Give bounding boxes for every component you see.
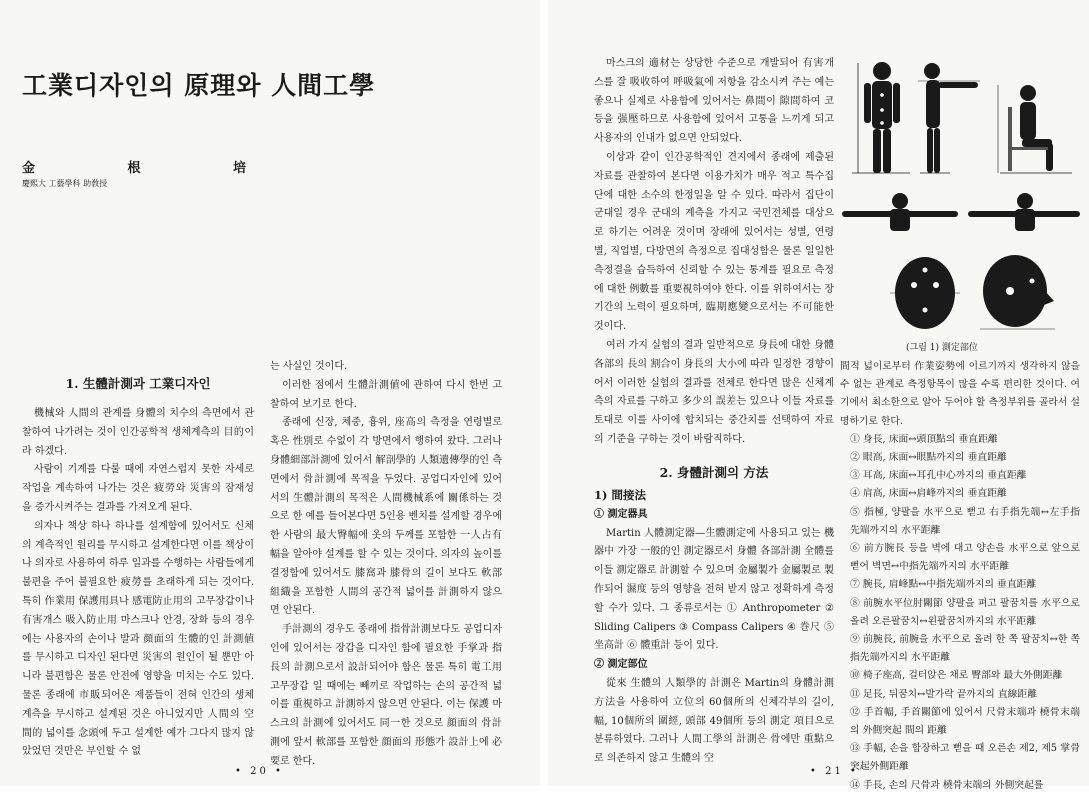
column-3 xyxy=(594,55,834,765)
subsubsection-heading: ① 測定器具 xyxy=(594,508,648,520)
paragraph: 間적 넓이로부터 作業姿勢에 이르기까지 생각하지 않을 수 없는 관계로 측정항목이 많을 수록 편리한 것이다. 여기에서 최소한으로 알아 두어야 할 측정부위를 골라서 설명하기로 한다. xyxy=(840,361,1080,427)
paragraph: 從來 生體의 人類學的 計測은 Martin의 身體計測方法을 사용하여 立位의 60個所의 신체각부의 길이, 幅, 10個所의 圍經, 頭部 49個所 등의 測定 項目으로 분류하였다. 그러나 人間工學의 計測은 骨에만 重點으로 의존하지 않고 生體의 空 xyxy=(594,677,834,765)
standing-body-front-figure xyxy=(852,62,910,173)
list-item: ⑥ 前方腕長 등을 벽에 대고 양손을 水平으로 앞으로 뻗어 벽면↔中指先端까지의 水平距離 xyxy=(850,543,1080,573)
column-1 xyxy=(22,373,254,758)
left-page xyxy=(0,0,540,786)
page-number: • 21 • xyxy=(810,766,859,777)
paragraph: 종래에 신장, 체중, 흉위, 座高의 측정을 연령별로 혹은 性別로 수없이 각 방면에서 행하여 왔다. 그러나 身體細部計測에 있어서 解剖學的 人類遺傳學的인 측면에서 骨計測에 목적을 두었다. 공업디자인에 있어서의 生體計測의 목적은 人間機械系에 關係하는 것으로 한 예를 들어본다면 5인용 벤치를 설계할 경우에 한 사람의 最大臀幅에 옷의 두께를 포함한 一人占有幅을 알아야 설계를 할 수 있는 것이다. 의자의 높이를 결정함에 있어서도 膝窩과 膝骨의 길이 보다도 軟部組織을 포함한 人間의 공간적 넓이를 計測하지 않으면 안된다. xyxy=(270,417,502,617)
paragraph: 이러한 점에서 生體計測値에 관하여 다시 한번 고찰하여 보기로 한다. xyxy=(270,379,502,410)
head-side-figure xyxy=(980,255,1055,329)
list-item: ⑧ 前腕水平位肘關節 양팔을 펴고 팔꿈치를 水平으로 올려 오른팔꿈치↔왼팔꿈치까지의 水平距離 xyxy=(850,597,1080,627)
list-item: ⑪ 足長, 뒤꿈치↔발가락 끝까지의 直線距離 xyxy=(850,688,1037,700)
list-item: ④ 肩高, 床面↔肩峰까지의 垂直距離 xyxy=(850,488,1007,500)
list-item: ① 身長, 床面↔頭頂點의 垂直距離 xyxy=(850,433,998,445)
paragraph: 여러 가지 실험의 결과 일반적으로 身長에 대한 身體 各部의 長의 割合이 身長의 大小에 따라 일정한 경향이어서 이러한 실험의 결과를 전체로 한다면 많은 신체계측의 자료를 구하고 多少의 誤差는 있으나 이들 자료를 토대로 이를 사이에 합치되는 중간치를 선택하여 자료의 기준을 구하는 것이 바람직하다. xyxy=(594,339,834,445)
right-page xyxy=(548,0,1089,791)
measurement-figure xyxy=(840,55,1080,355)
seated-body-figure xyxy=(998,85,1072,173)
standing-body-side-figure xyxy=(918,63,980,173)
paragraph: 사람이 기계를 다룰 때에 자연스럽지 못한 자세로 작업을 계속하여 나가는 것은 疲勞와 災害의 잠재성을 증가시켜주는 결과를 가져오게 된다. xyxy=(22,464,254,513)
list-item: ③ 耳高, 床面↔耳孔中心까지의 垂直距離 xyxy=(850,470,1027,482)
head-front-figure xyxy=(890,257,960,329)
list-item: ⑩ 椅子座高, 걸터앉은 채로 臀部와 最大外側距離 xyxy=(850,670,1063,682)
author-name: 金 根 培 xyxy=(22,161,291,176)
list-item: ② 眼高, 床面↔眼點까지의 垂直距離 xyxy=(850,452,1007,464)
paragraph: 이상과 같이 인간공학적인 견지에서 종래에 제출된 자료를 관찰하여 본다면 이용가치가 매우 적고 특수집단에 대한 소수의 한정일을 알 수 있다. 따라서 집단이 군대일 경우 군대의 계측을 가지고 국민전체를 대상으로 하기는 어려운 것이며 장래에 있어서는 성별, 연령별, 직업별, 다방면의 측정으로 집대성함은 물론 일일한 측정결을 습득하여 신뢰할 수 있는 통계를 필요로 측정에 대한 例數를 重要視하여야 한다. 이를 위하여서는 장기간의 노력이 필요하며, 臨期應變으로서는 不可能한 것이다. xyxy=(594,151,834,333)
subsection-heading: 1) 間接法 xyxy=(594,487,646,502)
paragraph: 의자나 책상 하나 하나를 설계함에 있어서도 신체의 계측적인 원리를 무시하고 설계한다면 이를 책상이나 의자로 사용하여 하루 일과를 수행하는 사람들에게 불편을 주어 불필요한 疲勞를 초래하게 되는 것이다. 특히 作業用 保護用具나 感電防止用의 고무장갑이나 有害개스 吸入防止用 마스크나 안경, 장화 등의 경우에는 사용자의 손이나 발과 顔面의 生體的인 計測値를 무시하고 디자인 된다면 災害의 원인이 될 뿐만 아니라 불편함은 물론 안전에 영향을 미치는 수도 있다. 물론 종래에 市販되어온 제품들이 전혀 인간의 생체계측을 무시하고 설계된 것은 아니었지만 人間의 空間的 넓이를 念頭에 두고 설계한 예가 그다지 많지 않았었던 것만은 부인할 수 없 xyxy=(22,520,254,758)
list-item: ⑤ 指極, 양팔을 水平으로 뻗고 右手指先端↔左手指先端까지의 水平距離 xyxy=(850,506,1080,536)
page-number: • 20 • xyxy=(235,766,284,777)
article-title: 工業디자인의 原理와 人間工學 xyxy=(22,71,376,100)
list-item: ⑫ 手首幅, 手首關節에 있어서 尺骨末端과 橈骨末端의 外側突起 間의 距離 xyxy=(850,706,1080,737)
figure-caption: (그림 1) 測定部位 xyxy=(906,343,978,353)
paragraph: 機械와 人間의 관계를 身體의 치수의 측면에서 관찰하여 나가려는 것이 인간공학적 생체계측의 目的이라 하겠다. xyxy=(22,408,254,457)
paragraph: 마스크의 適材는 상당한 수준으로 개발되어 有害개스를 잘 吸收하여 呼吸氣에 저항을 감소시켜 주는 예는 좋으나 실제로 사용함에 있어서는 鼻間이 隙間하여 코 등을 强壓하므로 사용함에 있어서 고통을 느끼게 되고 사용자의 인내가 없으면 안되었다. xyxy=(594,58,834,145)
paragraph: Martin 人體測定器—生體測定에 사용되고 있는 機器中 가장 一般的인 測定器로서 身體 各部計測 全體를 이들 測定器로 計測할 수 있으며 金屬製가 金屬製로 製作되어 濕度 등의 영향을 전혀 받지 않고 정확하게 측정할 수가 있다. 그 종류로서는 ① Anthropometer ② Sliding Calipers ③ Compass Calipers ④ 巻尺 ⑤ 坐高計 ⑥ 體重計 등이 있다. xyxy=(594,527,834,652)
paragraph: 手計測의 경우도 종래에 指骨計測보다도 공업디자인에 있어서는 장갑을 디자인 함에 필요한 手掌과 指長의 計測으로서 設計되어야 함은 물론 특히 電工用 고무장갑 일 때에는 빼끼로 작업하는 손의 공간적 넓이를 重視하고 計測하지 않으면 안된다. 이는 保護 마스크의 計測에 있어서도 同一한 것으로 顔面의 骨計測에 앞서 軟部를 포함한 顔面의 形態가 設計上에 必要로 한다. xyxy=(270,624,502,767)
section-heading: 2. 身體計測의 方法 xyxy=(659,464,769,480)
list-item: ⑨ 前腕長, 前腕을 水平으로 올려 한 쪽 팔꿈치↔한 쪽 指先端까지의 水平距離 xyxy=(850,634,1080,664)
list-item: ⑭ 手長, 손의 尺骨과 橈骨末端의 外側突起를 xyxy=(850,779,1044,791)
section-heading: 1. 生體計測과 工業디자인 xyxy=(65,376,211,391)
column-4 xyxy=(840,358,1080,791)
list-item: ⑬ 手幅, 손을 합장하고 뻗을 때 오른손 제2, 제5 掌骨突起外側距離 xyxy=(850,743,1080,773)
page-gutter xyxy=(540,0,548,786)
arm-span-figure xyxy=(842,193,1080,231)
paragraph: 는 사실인 것이다. xyxy=(270,361,348,372)
column-2 xyxy=(270,358,502,767)
subsubsection-heading: ② 測定部位 xyxy=(594,659,648,671)
list-item: ⑦ 腕長, 肩峰點↔中指先端까지의 垂直距離 xyxy=(850,579,1037,591)
author-affiliation: 慶熙大 工藝學科 助敎授 xyxy=(22,179,108,188)
